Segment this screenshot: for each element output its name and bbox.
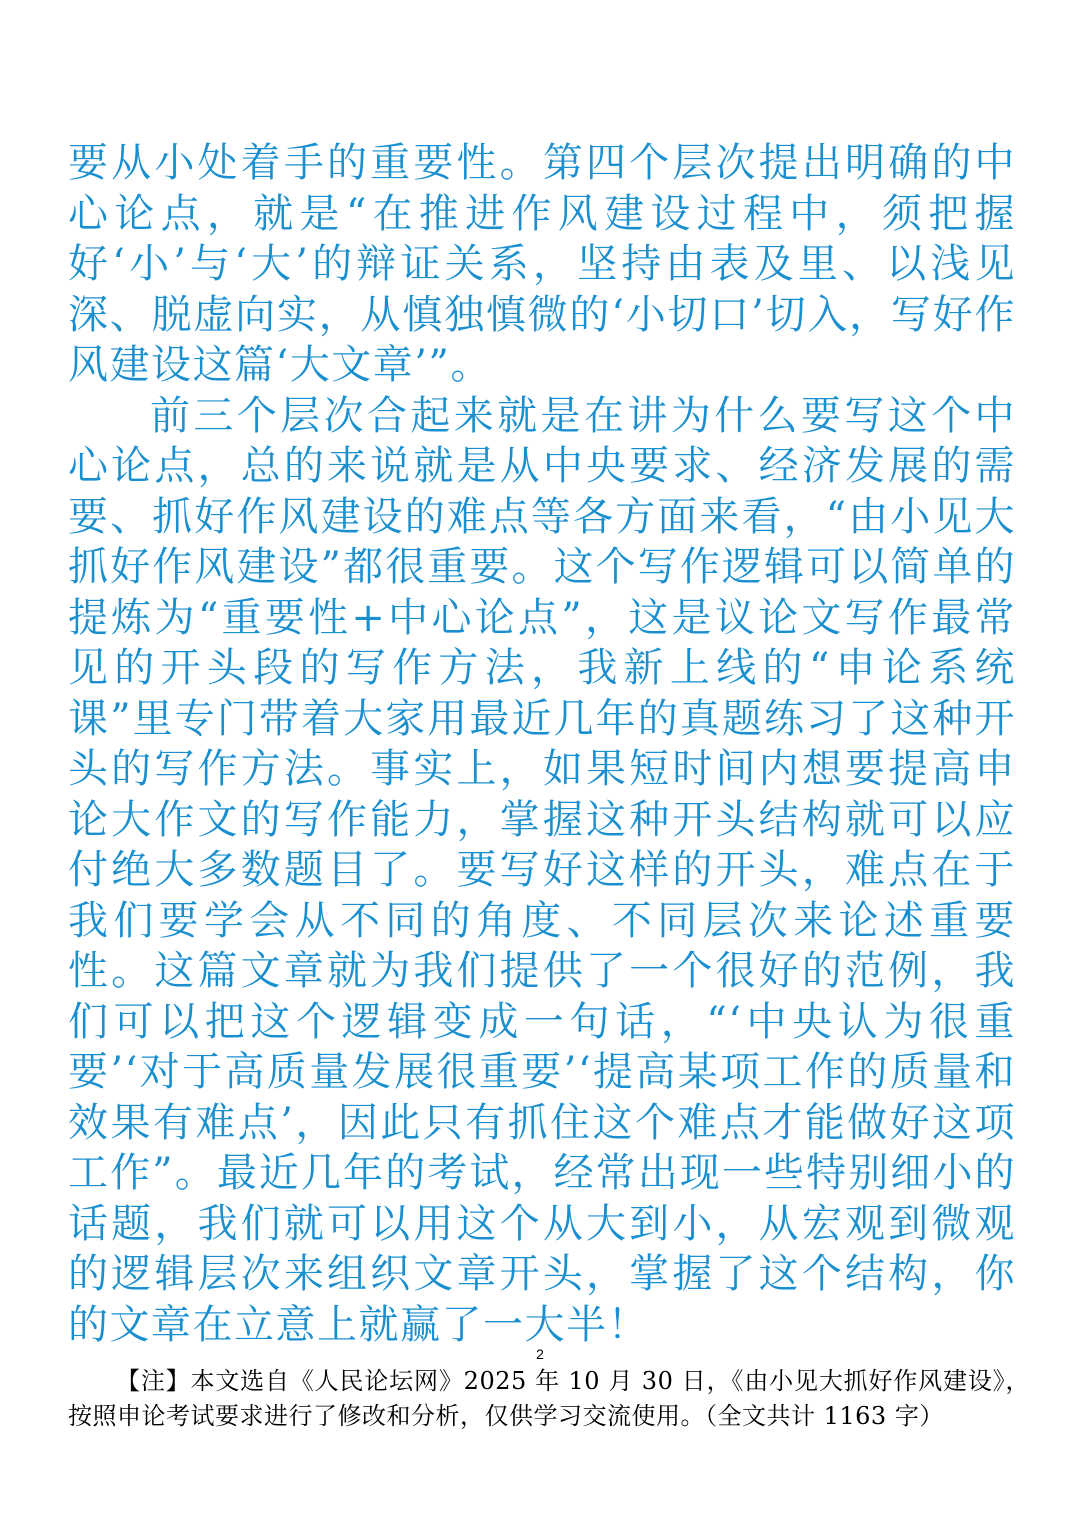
- article-body: [68, 138, 1016, 1350]
- page-number: 2: [536, 1346, 544, 1362]
- source-note: 【注】本文选自《人民论坛网》2025 年 10 月 30 日，《由小见大抓好作风建设》，按照申论考试要求进行了修改和分析，仅供学习交流使用。（全文共计 1163 字）: [68, 1367, 1030, 1430]
- paragraph-analysis: 前三个层次合起来就是在讲为什么要写这个中心论点，总的来说就是从中央要求、经济发展的需要、抓好作风建设的难点等各方面来看，“由小见大抓好作风建设”都很重要。这个写作逻辑可以简单的提炼为“重要性+中心论点”，这是议论文写作最常见的开头段的写作方法，我新上线的“申论系统课”里专门带着大家用最近几年的真题练习了这种开头的写作方法。事实上，如果短时间内想要提高申论大作文的写作能力，掌握这种开头结构就可以应付绝大多数题目了。要写好这样的开头，难点在于我们要学会从不同的角度、不同层次来论述重要性。这篇文章就为我们提供了一个很好的范例，我们可以把这个逻辑变成一句话，“‘中央认为很重要’‘对于高质量发展很重要’‘提高某项工作的质量和效果有难点’，因此只有抓住这个难点才能做好这项工作”。最近几年的考试，经常出现一些特别细小的话题，我们就可以用这个从大到小，从宏观到微观的逻辑层次来组织文章开头，掌握了这个结构，你的文章在立意上就赢了一大半！: [68, 392, 1016, 1348]
- paragraph-continuation: 要从小处着手的重要性。第四个层次提出明确的中心论点，就是“在推进作风建设过程中，须把握好‘小’与‘大’的辩证关系，坚持由表及里、以浅见深、脱虚向实，从慎独慎微的‘小切口’切入，写好作风建设这篇‘大文章’”。: [68, 140, 1016, 388]
